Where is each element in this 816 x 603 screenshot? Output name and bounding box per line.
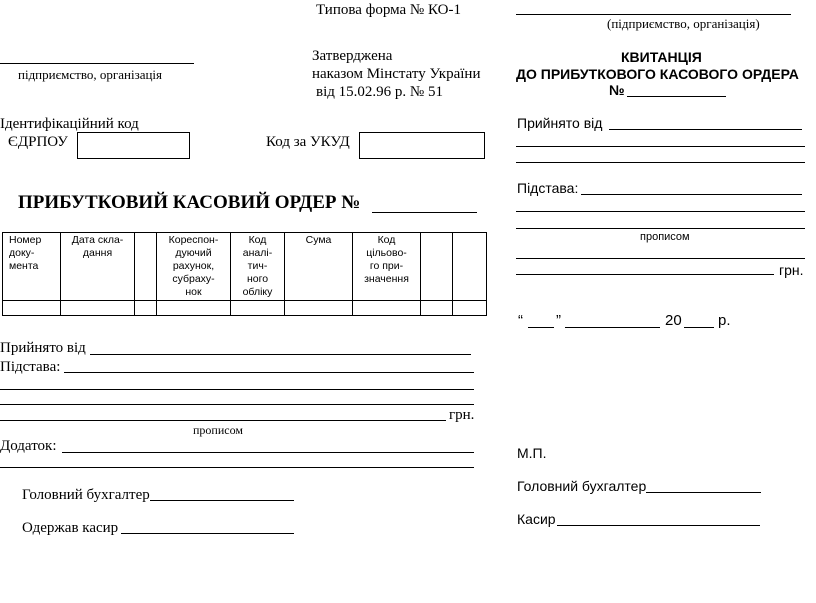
receipt-accepted-from-line-2[interactable] — [516, 146, 805, 147]
receipt-cashier-label: Касир — [517, 511, 556, 527]
cell-doc-number[interactable] — [3, 301, 61, 316]
org-caption: підприємство, організація — [18, 67, 163, 82]
chief-accountant-signature-line[interactable] — [150, 500, 294, 501]
id-code-label: Ідентифікаційний код — [0, 116, 139, 132]
order-number-line[interactable] — [372, 212, 477, 213]
receipt-month-line[interactable] — [565, 327, 660, 328]
receipt-number-line[interactable] — [627, 96, 726, 97]
receipt-chief-accountant-signature-line[interactable] — [646, 492, 761, 493]
receipt-amount-line-1[interactable] — [516, 258, 805, 259]
form-type: Типова форма № КО-1 — [316, 2, 461, 18]
receipt-year-prefix: 20 — [665, 312, 682, 329]
col-blank-2 — [421, 233, 453, 301]
col-sum: Сума — [285, 233, 353, 301]
basis-line-2[interactable] — [0, 389, 474, 390]
received-cashier-label: Одержав касир — [22, 520, 119, 536]
cell-blank-2[interactable] — [421, 301, 453, 316]
col-doc-number: Номер доку- мента — [3, 233, 61, 301]
cell-sum[interactable] — [285, 301, 353, 316]
receipt-stamp-label: М.П. — [517, 445, 547, 461]
attachment-label: Додаток: — [0, 438, 57, 454]
receipt-title-line1: КВИТАНЦІЯ — [621, 49, 702, 65]
attachment-line-2[interactable] — [0, 467, 474, 468]
receipt-year-line[interactable] — [684, 327, 714, 328]
receipt-org-line[interactable] — [516, 14, 791, 15]
table-header-row — [3, 233, 487, 301]
receipt-number-label: № — [609, 82, 625, 98]
chief-accountant-label: Головний бухгалтер — [22, 487, 150, 503]
attachment-line-1[interactable] — [62, 452, 474, 453]
approved-by: наказом Мінстату України — [312, 66, 481, 82]
in-words-caption: прописом — [193, 423, 243, 437]
col-corr-account: Кореспон- дуючий рахунок, субраху- нок — [157, 233, 231, 301]
receipt-date-close-quote: ” — [556, 312, 561, 329]
ukud-field[interactable] — [359, 132, 485, 159]
col-date: Дата скла- дання — [61, 233, 135, 301]
order-table — [2, 232, 487, 316]
approved-date: від 15.02.96 р. № 51 — [316, 84, 443, 100]
receipt-day-line[interactable] — [528, 327, 554, 328]
edrpou-field[interactable] — [77, 132, 190, 159]
receipt-accepted-from-line-1[interactable] — [609, 129, 802, 130]
receipt-basis-line-1[interactable] — [581, 194, 802, 195]
receipt-cashier-signature-line[interactable] — [557, 525, 760, 526]
cell-corr-account[interactable] — [157, 301, 231, 316]
ukud-label: Код за УКУД — [266, 134, 350, 150]
edrpou-label: ЄДРПОУ — [8, 134, 68, 150]
col-blank-3 — [453, 233, 487, 301]
basis-line-1[interactable] — [64, 372, 474, 373]
col-blank-1 — [135, 233, 157, 301]
cell-date[interactable] — [61, 301, 135, 316]
receipt-basis-line-2[interactable] — [516, 211, 805, 212]
col-analytic-code: Код аналі- тич- ного обліку — [231, 233, 285, 301]
basis-label: Підстава: — [0, 359, 61, 375]
receipt-currency-label: грн. — [779, 262, 804, 278]
accepted-from-line[interactable] — [90, 354, 471, 355]
order-title: ПРИБУТКОВИЙ КАСОВИЙ ОРДЕР № — [18, 192, 361, 213]
receipt-chief-accountant-label: Головний бухгалтер — [517, 478, 647, 494]
approved-label: Затверджена — [312, 48, 393, 64]
receipt-basis-line-3[interactable] — [516, 228, 805, 229]
receipt-amount-line-2[interactable] — [516, 274, 774, 275]
amount-line[interactable] — [0, 420, 446, 421]
currency-label: грн. — [449, 407, 475, 423]
basis-line-3[interactable] — [0, 404, 474, 405]
cell-blank-3[interactable] — [453, 301, 487, 316]
col-purpose-code: Код цільово- го при- значення — [353, 233, 421, 301]
received-cashier-signature-line[interactable] — [121, 533, 294, 534]
receipt-accepted-from-line-3[interactable] — [516, 162, 805, 163]
accepted-from-label: Прийнято від — [0, 340, 86, 356]
receipt-year-suffix: р. — [718, 312, 731, 329]
cell-analytic-code[interactable] — [231, 301, 285, 316]
receipt-org-caption: (підприємство, організація) — [607, 16, 760, 31]
receipt-date-open-quote: “ — [518, 312, 523, 329]
receipt-in-words-caption: прописом — [640, 231, 690, 243]
org-line[interactable] — [0, 63, 194, 64]
cell-purpose-code[interactable] — [353, 301, 421, 316]
receipt-title-line2: ДО ПРИБУТКОВОГО КАСОВОГО ОРДЕРА — [516, 66, 799, 82]
receipt-basis-label: Підстава: — [517, 180, 579, 196]
receipt-accepted-from-label: Прийнято від — [517, 115, 603, 131]
cell-blank-1[interactable] — [135, 301, 157, 316]
table-row — [3, 301, 487, 316]
